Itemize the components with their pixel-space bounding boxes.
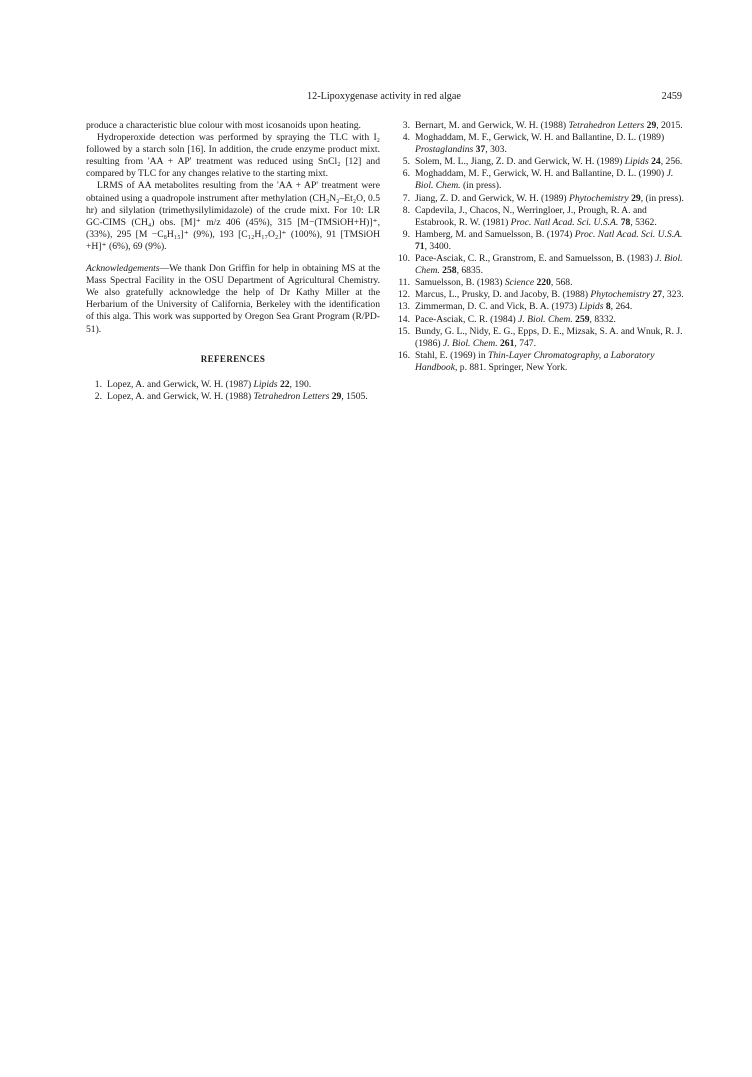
reference-text (107, 379, 380, 391)
references-list-left (86, 379, 380, 403)
running-header (86, 91, 682, 105)
reference-volume: 27 (650, 289, 663, 301)
reference-journal: Proc. Natl Acad. Sci. U.S.A. (510, 216, 619, 228)
reference-authors: Lopez, A. and Gerwick, W. H. (1987) (107, 378, 254, 390)
reference-authors: Zimmerman, D. C. and Vick, B. A. (1973) (415, 301, 580, 313)
reference-volume: 220 (534, 277, 551, 289)
reference-item (394, 314, 684, 326)
reference-number: 8. (402, 204, 410, 216)
reference-pages: , 303. (485, 144, 507, 156)
reference-authors: Stahl, E. (1969) in (415, 349, 489, 361)
reference-volume: 22 (277, 378, 290, 390)
reference-journal: J. Biol. Chem. (442, 337, 498, 349)
reference-number: 13. (398, 301, 410, 313)
reference-text (415, 301, 684, 313)
reference-journal: J. Biol. Chem. (415, 253, 683, 277)
reference-journal: Phytochemistry (590, 289, 651, 301)
references-list-right (394, 120, 684, 374)
reference-pages: , 256. (660, 156, 683, 168)
reference-text (415, 205, 684, 229)
reference-number: 14. (398, 313, 410, 325)
reference-number: 11. (398, 277, 410, 289)
paragraph-hydroperoxide-detection: Hydroperoxide detection was performed by spraying the TLC with I₂ followed by a starch soln [16]. In addition, the crude enzyme product mixt. resulting from 'AA + AP' treatment was reduced using SnCl₂ [12] and compared by TLC for any changes relative to the starting mixt. (86, 132, 380, 180)
reference-item (86, 391, 380, 403)
right-column (394, 120, 684, 374)
reference-volume: 259 (572, 313, 590, 325)
reference-pages: , 1505. (341, 390, 368, 402)
reference-item (394, 193, 684, 205)
reference-pages: , 568. (550, 277, 573, 289)
reference-authors: Jiang, Z. D. and Gerwick, W. H. (1989) (415, 192, 570, 204)
reference-authors: Bernart, M. and Gerwick, W. H. (1988) (415, 120, 569, 131)
reference-number: 4. (402, 132, 410, 144)
reference-journal: Lipids (253, 378, 278, 390)
reference-text (415, 168, 684, 192)
reference-volume: 78 (618, 216, 631, 228)
reference-item (394, 350, 684, 374)
reference-number: 10. (398, 253, 410, 265)
reference-journal: Lipids (624, 156, 649, 168)
reference-number: 15. (398, 325, 410, 337)
reference-authors: Pace-Asciak, C. R. (1984) (415, 313, 519, 325)
reference-authors: Moghaddam, M. F., Gerwick, W. H. and Ballantine, D. L. (1989) (415, 132, 665, 144)
reference-item (394, 289, 684, 301)
reference-volume: 29 (644, 120, 657, 131)
reference-authors: Moghaddam, M. F., Gerwick, W. H. and Ballantine, D. L. (1990) (415, 168, 667, 180)
reference-text (415, 326, 684, 350)
references-heading: REFERENCES (200, 353, 266, 364)
reference-text (415, 350, 684, 374)
reference-authors: Samuelsson, B. (1983) (415, 277, 505, 289)
reference-volume: 29 (628, 192, 641, 204)
acknowledgements-label: Acknowledgements (86, 263, 160, 275)
reference-authors: Pace-Asciak, C. R., Granstrom, E. and Samuelsson, B. (1983) (415, 253, 656, 265)
reference-number: 1. (94, 378, 102, 390)
reference-volume: 29 (329, 390, 342, 402)
paragraph-lrms: LRMS of AA metabolites resulting from the 'AA + AP' treatment were obtained using a quadropole instrument after methylation (CH₂N₂–Et₂O, 0.5 hr) and silylation (trimethysilylimidazole) of the crude mixt. For 10: LR GC-CIMS (CH₄) obs. [M]⁺ m/z 406 (45%), 315 [M−(TMSiOH+H)]⁺, (33%), 295 [M −C₈H₁₅]⁺ (9%), 193 [C₁₂H₁₇O₂]⁺ (100%), 91 [TMSiOH +H]⁺ (6%), 69 (9%). (86, 180, 380, 252)
reference-item (394, 156, 684, 168)
reference-journal: Prostaglandins (415, 144, 474, 156)
reference-item (86, 379, 380, 391)
reference-pages: , 3400. (424, 240, 451, 252)
reference-pages: , p. 881. Springer, New York. (454, 361, 568, 373)
reference-text (415, 193, 684, 205)
reference-item (394, 253, 684, 277)
reference-journal: J. Biol. Chem. (415, 168, 674, 192)
reference-pages: , 323. (662, 289, 684, 301)
reference-text (107, 391, 380, 403)
reference-journal: Tetrahedron Letters (568, 120, 645, 131)
reference-number: 3. (402, 120, 410, 131)
page-number: 2459 (661, 91, 682, 102)
reference-pages: , (in press). (640, 192, 684, 204)
reference-number: 16. (398, 349, 410, 361)
running-title: 12-Lipoxygenase activity in red algae (307, 91, 461, 102)
reference-number: 5. (402, 156, 410, 168)
reference-text (415, 289, 684, 301)
reference-authors: Hamberg, M. and Samuelsson, B. (1974) (415, 228, 575, 240)
reference-journal: Thin-Layer Chromatography, a Laboratory Handbook (415, 349, 655, 373)
reference-item (394, 205, 684, 229)
reference-volume: 261 (497, 337, 515, 349)
reference-volume: 8 (603, 301, 611, 313)
reference-pages: , 8332. (589, 313, 616, 325)
reference-text (415, 132, 684, 156)
reference-number: 9. (402, 228, 410, 240)
reference-pages: , 5362. (630, 216, 657, 228)
reference-item (394, 229, 684, 253)
reference-pages: , 2015. (656, 120, 683, 131)
reference-text (415, 120, 684, 132)
reference-authors: Bundy, G. L., Nidy, E. G., Epps, D. E., Mizsak, S. A. and Wnuk, R. J. (1986) (415, 325, 683, 349)
reference-item (394, 326, 684, 350)
reference-volume: 37 (473, 144, 486, 156)
reference-journal: J. Biol. Chem. (518, 313, 573, 325)
acknowledgements-text: —We thank Don Griffin for help in obtaining MS at the Mass Spectral Facility in the OSU Department of Agricultural Chemistry. We also gratefully acknowledge the help of Dr Kathy Miller at the Herbarium of the University of California, Berkeley with the identification of this alga. This work was supported by Oregon Sea Grant Program (R/PD-51). (86, 263, 380, 335)
reference-authors: Solem, M. L., Jiang, Z. D. and Gerwick, W. H. (1989) (415, 156, 625, 168)
reference-number: 7. (402, 192, 410, 204)
paragraph-blue-colour: produce a characteristic blue colour with most icosanoids upon heating. (86, 120, 361, 131)
reference-authors: Lopez, A. and Gerwick, W. H. (1988) (107, 390, 254, 402)
left-column (86, 120, 380, 403)
reference-authors: Marcus, L., Prusky, D. and Jacoby, B. (1988) (415, 289, 591, 301)
reference-text (415, 314, 684, 326)
reference-volume: 258 (439, 265, 457, 277)
reference-number: 12. (398, 289, 410, 301)
reference-pages: , 190. (289, 378, 312, 390)
reference-volume: 71 (415, 240, 425, 252)
reference-number: 2. (94, 390, 102, 402)
reference-item (394, 301, 684, 313)
reference-text (415, 253, 684, 277)
reference-item (394, 120, 684, 132)
reference-text (415, 156, 684, 168)
acknowledgements (86, 263, 380, 336)
reference-number: 6. (402, 168, 410, 180)
reference-journal: Proc. Natl Acad. Sci. U.S.A. (574, 228, 683, 240)
reference-text (415, 229, 684, 253)
reference-item (394, 168, 684, 192)
reference-pages: , 264. (610, 301, 633, 313)
reference-journal: Tetrahedron Letters (253, 390, 330, 402)
reference-item (394, 277, 684, 289)
reference-pages: , 6835. (456, 265, 483, 277)
reference-volume: 24 (648, 156, 661, 168)
reference-pages: (in press). (460, 180, 502, 192)
reference-journal: Lipids (579, 301, 604, 313)
reference-journal: Phytochemistry (569, 192, 629, 204)
reference-text (415, 277, 684, 289)
reference-item (394, 132, 684, 156)
reference-authors: Capdevila, J., Chacos, N., Werringloer, J., Prough, R. A. and Estabrook, R. W. (1981) (415, 204, 647, 228)
reference-pages: , 747. (514, 337, 536, 349)
reference-journal: Science (504, 277, 535, 289)
